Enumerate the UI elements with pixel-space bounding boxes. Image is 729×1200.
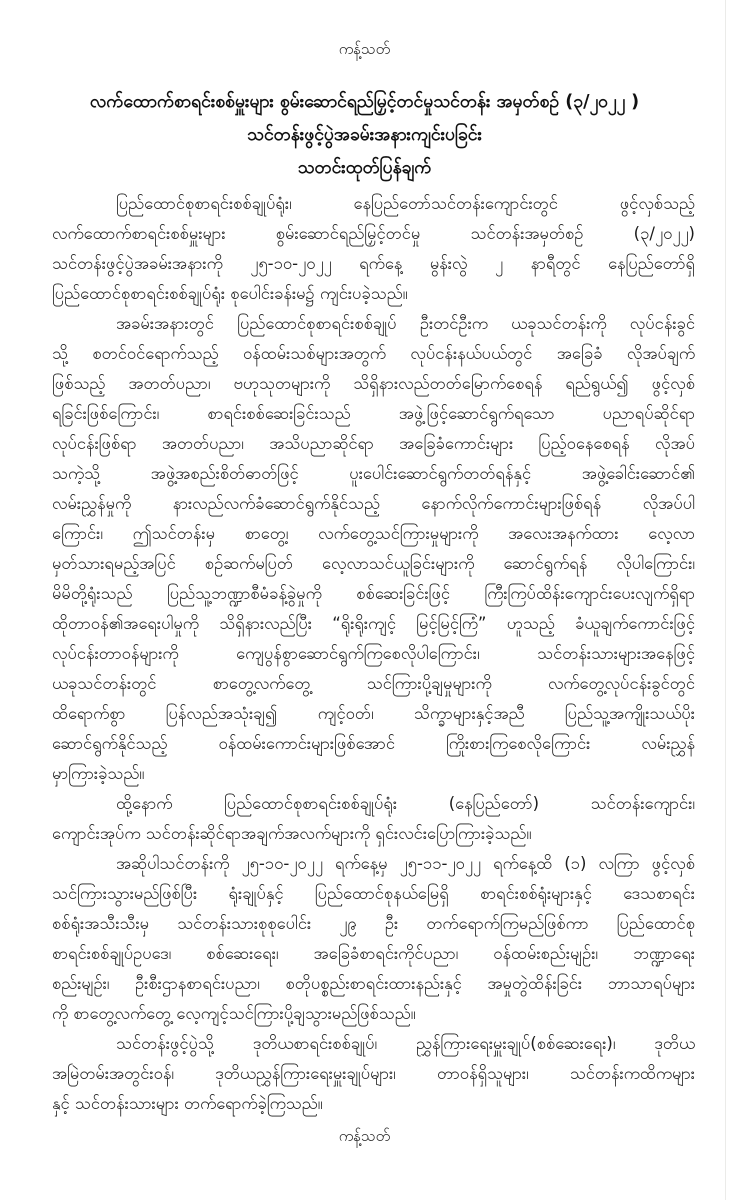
paragraph-line: နှင့် သင်တန်းသားများ တက်ရောက်ခဲ့ကြသည်။ — [52, 1094, 323, 1113]
paragraph-line: လုပ်ငန်းတာဝန်များကို ကျေပွန်စွာဆောင်ရွက်ကြစေလိုပါကြောင်း၊ သင်တန်းသားများအနေဖြင့် — [52, 644, 695, 663]
paragraph-line: သင်တန်းဖွင့်ပွဲအခမ်းအနားကို ၂၅-၁၀-၂၀၂၂ ရက်နေ့ မွန်းလွဲ ၂ နာရီတွင် နေပြည်တော်ရှိ — [52, 254, 695, 273]
paragraph-line: လက်ထောက်စာရင်းစစ်မှူးများ စွမ်းဆောင်ရည်မြှင့်တင်မှု သင်တန်းအမှတ်စဉ် (၃/၂၀၂၂) — [52, 224, 695, 243]
paragraph-line: သို့ စတင်ဝင်ရောက်သည့် ဝန်ထမ်းသစ်များအတွက် လုပ်ငန်းနယ်ပယ်တွင် အခြေခံ လိုအပ်ချက် — [52, 344, 695, 363]
paragraph — [52, 1029, 695, 1119]
paragraph-line: အခမ်းအနားတွင် ပြည်ထောင်စုစာရင်းစစ်ချုပ် ဦးတင်ဦးက ယခုသင်တန်းကို လုပ်ငန်းခွင် — [116, 314, 695, 333]
paragraph — [52, 309, 695, 789]
paragraph-line: လုပ်ငန်းဖြစ်ရာ အတတ်ပညာ၊ အသိပညာဆိုင်ရာ အခြေခံကောင်းများ ပြည့်ဝနေစေရန် လိုအပ် — [52, 434, 695, 453]
paragraph-line: ဆောင်ရွက်နိုင်သည့် ဝန်ထမ်းကောင်းများဖြစ်အောင် ကြိုးစားကြစေလိုကြောင်း လမ်းညွှန် — [52, 734, 695, 753]
paragraph — [52, 849, 695, 1029]
paragraph-line: ရခြင်းဖြစ်ကြောင်း၊ စာရင်းစစ်ဆေးခြင်းသည် အဖွဲ့ဖြင့်ဆောင်ရွက်ရသော ပညာရပ်ဆိုင်ရာ — [52, 404, 695, 423]
title-line-2: သင်တန်းဖွင့်ပွဲအခမ်းအနားကျင်းပခြင်း — [247, 125, 482, 145]
paragraph-line: အဆိုပါသင်တန်းကို ၂၅-၁၀-၂၀၂၂ ရက်နေ့မှ ၂၅-၁၁-၂၀၂၂ ရက်နေ့ထိ (၁) လကြာ ဖွင့်လှစ် — [116, 854, 695, 873]
title-line-1: လက်ထောက်စာရင်းစစ်မှူးများ စွမ်းဆောင်ရည်မြှင့်တင်မှုသင်တန်း အမှတ်စဉ် (၃/၂၀၂၂ ) — [89, 92, 640, 112]
paragraph-line: စာရင်းစစ်ချုပ်ဥပဒေ၊ စစ်ဆေးရေး၊ အခြေခံစာရင်းကိုင်ပညာ၊ ဝန်ထမ်းစည်းမျဉ်း၊ ဘဏ္ဍာရေး — [52, 944, 695, 963]
paragraph-line: ပြည်ထောင်စုစာရင်းစစ်ချုပ်ရုံး၊ နေပြည်တော်သင်တန်းကျောင်းတွင် ဖွင့်လှစ်သည့် — [116, 194, 695, 213]
paragraph-line: ကျောင်းအုပ်က သင်တန်းဆိုင်ရာအချက်အလက်များကို ရှင်းလင်းပြောကြားခဲ့သည်။ — [52, 824, 532, 843]
paragraph-line: အမြဲတမ်းအတွင်းဝန်၊ ဒုတိယညွှန်ကြားရေးမှူးချုပ်များ၊ တာဝန်ရှိသူများ၊ သင်တန်းကထိကများ — [52, 1064, 695, 1083]
paragraph-line: စစ်ရုံးအသီးသီးမှ သင်တန်းသားစုစုပေါင်း ၂၉ ဦး တက်ရောက်ကြမည်ဖြစ်ကာ ပြည်ထောင်စု — [52, 914, 695, 933]
paragraph-line: လမ်းညွှန်မှုကို နားလည်လက်ခံဆောင်ရွက်နိုင်သည့် နောက်လိုက်ကောင်းများဖြစ်ရန် လိုအပ်ပါ — [52, 494, 695, 513]
paragraph-line: မှာကြားခဲ့သည်။ — [52, 764, 145, 783]
paragraph-line: သင်တန်းဖွင့်ပွဲသို့ ဒုတိယစာရင်းစစ်ချုပ်၊ ညွှန်ကြားရေးမှူးချုပ်(စစ်ဆေးရေး)၊ ဒုတိယ — [116, 1034, 695, 1053]
paragraph-line: ထို့နောက် ပြည်ထောင်စုစာရင်းစစ်ချုပ်ရုံး (နေပြည်တော်) သင်တန်းကျောင်း၊ — [116, 794, 695, 813]
paragraph-line: ကြောင်း၊ ဤသင်တန်းမှ စာတွေ့၊ လက်တွေ့သင်ကြားမှုများကို အလေးအနက်ထား လေ့လာ — [52, 524, 695, 543]
title-line-3: သတင်းထုတ်ပြန်ချက် — [297, 158, 432, 178]
scan-edge-artifact — [725, 0, 726, 1200]
paragraph-line: ပြည်ထောင်စုစာရင်းစစ်ချုပ်ရုံး စုပေါင်းခန်းမ၌ ကျင်းပခဲ့သည်။ — [52, 284, 408, 303]
paragraph-line: သင်ကြားသွားမည်ဖြစ်ပြီး ရုံးချုပ်နှင့် ပြည်ထောင်စုနယ်မြေရှိ စာရင်းစစ်ရုံးများနှင့် ဒေသစာရင်း — [52, 884, 695, 903]
document-title-block — [0, 86, 729, 185]
classification-marking-bottom: ကန့်သတ် — [338, 1127, 391, 1145]
paragraph — [52, 189, 695, 309]
document-body — [0, 185, 729, 1119]
paragraph-line: ယခုသင်တန်းတွင် စာတွေ့လက်တွေ့ သင်ကြားပို့ချမှုများကို လက်တွေ့လုပ်ငန်းခွင်တွင် — [52, 674, 695, 693]
paragraph-line: ထိုတာဝန်၏အရေးပါမှုကို သိရှိနားလည်ပြီး “ရိုးရိုးကျင့် မြင့်မြင့်ကြံ” ဟူသည့် ခံယူချက်ကောင်းဖြင့် — [52, 614, 695, 633]
classification-marking-top: ကန့်သတ် — [338, 40, 391, 58]
paragraph-line: ဖြစ်သည့် အတတ်ပညာ၊ ဗဟုသုတများကို သိရှိနားလည်တတ်မြောက်စေရန် ရည်ရွယ်၍ ဖွင့်လှစ် — [52, 374, 695, 393]
paragraph-line: မိမိတို့ရုံးသည် ပြည်သူ့ဘဏ္ဍာစီမံခန့်ခွဲမှုကို စစ်ဆေးခြင်းဖြင့် ကြီးကြပ်ထိန်းကျောင်းပေးလျက်ရှိရာ — [52, 584, 695, 603]
paragraph-line: သကဲ့သို့ အဖွဲ့အစည်းစိတ်ဓာတ်ဖြင့် ပူးပေါင်းဆောင်ရွက်တတ်ရန်နှင့် အဖွဲ့ခေါင်းဆောင်၏ — [52, 464, 695, 483]
paragraph-line: ကို စာတွေ့လက်တွေ့ လေ့ကျင့်သင်ကြားပို့ချသွားမည်ဖြစ်သည်။ — [52, 1004, 416, 1023]
paragraph-line: ထိရောက်စွာ ပြန်လည်အသုံးချ၍ ကျင့်ဝတ်၊ သိက္ခာများနှင့်အညီ ပြည်သူ့အကျိုးသယ်ပိုး — [52, 704, 695, 723]
paragraph — [52, 789, 695, 849]
paragraph-line: စည်းမျဉ်း၊ ဦးစီးဌာနစာရင်းပညာ၊ စတိုပစ္စည်းစာရင်းထားနည်းနှင့် အမှုတွဲထိန်းခြင်း ဘာသာရပ်များ — [52, 974, 695, 993]
paragraph-line: မှတ်သားရမည့်အပြင် စဉ်ဆက်မပြတ် လေ့လာသင်ယူခြင်းများကို ဆောင်ရွက်ရန် လိုပါကြောင်း၊ — [52, 554, 695, 573]
